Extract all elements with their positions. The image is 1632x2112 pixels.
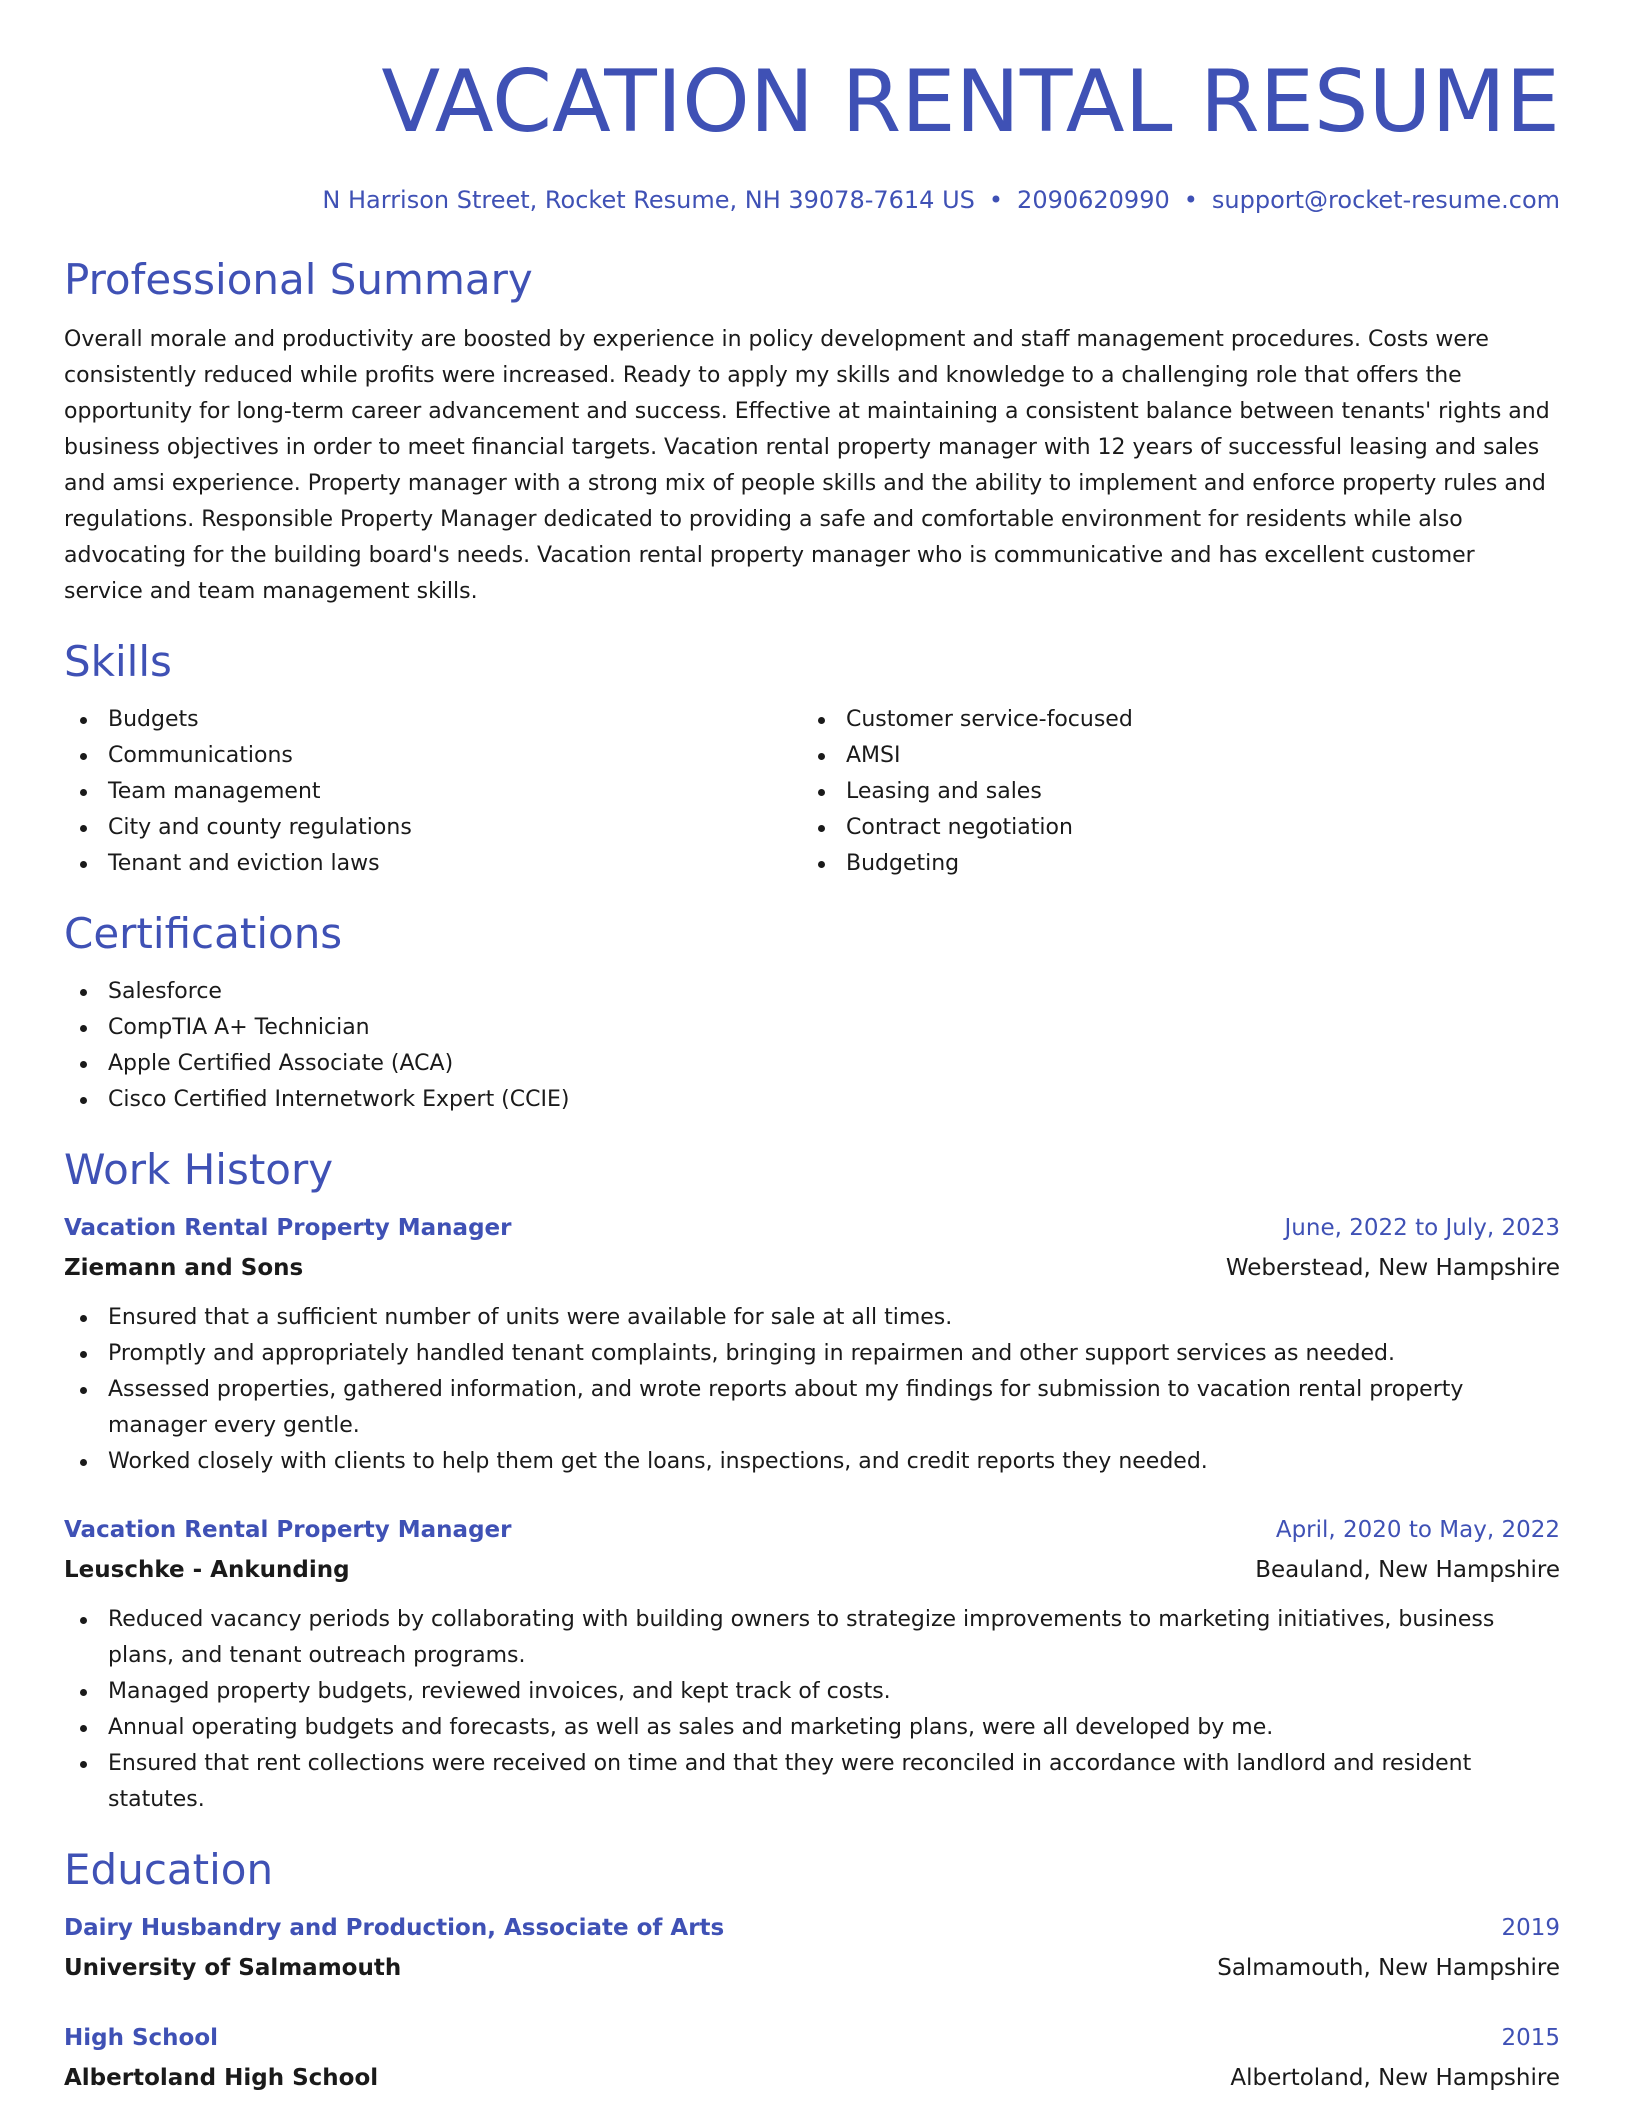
education-header	[64, 1908, 1560, 1948]
skill-item: AMSI	[802, 738, 1540, 774]
certification-item: CompTIA A+ Technician	[64, 1010, 1560, 1046]
contact-separator: •	[988, 186, 1004, 214]
job-header	[64, 1510, 1560, 1550]
education-year: 2015	[1501, 2025, 1560, 2051]
job-duty-item: Ensured that rent collections were received on time and that they were reconciled in accordance with landlord and resident statutes.	[64, 1746, 1560, 1818]
education-school: University of Salmamouth	[64, 1955, 402, 1981]
education-subheader	[64, 2058, 1560, 2098]
education-subheader	[64, 1948, 1560, 1988]
education-school: Albertoland High School	[64, 2065, 379, 2091]
section-title-skills: Skills	[64, 637, 172, 686]
section-title-education: Education	[64, 1845, 274, 1894]
skill-item: Tenant and eviction laws	[64, 846, 802, 882]
education-entry	[64, 1908, 1560, 1988]
job-duty-item: Annual operating budgets and forecasts, as well as sales and marketing plans, were all developed by me.	[64, 1710, 1560, 1746]
job-dates: April, 2020 to May, 2022	[1275, 1517, 1560, 1543]
job-duty-item: Managed property budgets, reviewed invoices, and kept track of costs.	[64, 1674, 1560, 1710]
skill-item: City and county regulations	[64, 810, 802, 846]
education-location: Albertoland, New Hampshire	[1230, 2065, 1560, 2091]
skill-item: Budgeting	[802, 846, 1540, 882]
section-title-summary: Professional Summary	[64, 255, 533, 304]
skill-item: Contract negotiation	[802, 810, 1540, 846]
skill-item: Budgets	[64, 702, 802, 738]
contact-separator: •	[1183, 186, 1198, 214]
skills-list	[64, 702, 1560, 882]
skills-column-left	[64, 702, 802, 882]
contact-line	[64, 184, 1560, 216]
section-title-work-history: Work History	[64, 1145, 334, 1194]
job-entry	[64, 1510, 1560, 1818]
job-duty-item: Worked closely with clients to help them get the loans, inspections, and credit reports they needed.	[64, 1444, 1560, 1480]
job-header	[64, 1208, 1560, 1248]
job-role: Vacation Rental Property Manager	[64, 1517, 512, 1543]
certifications-list	[64, 974, 1560, 1118]
job-location: Beauland, New Hampshire	[1255, 1557, 1560, 1583]
job-subheader	[64, 1248, 1560, 1288]
skills-column-right	[802, 702, 1540, 882]
resume-title: VACATION RENTAL RESUME	[381, 52, 1560, 152]
contact-email: support@rocket-resume.com	[1211, 186, 1560, 214]
resume-page	[64, 0, 1560, 2098]
skill-item: Leasing and sales	[802, 774, 1540, 810]
skill-item: Customer service-focused	[802, 702, 1540, 738]
job-duty-item: Reduced vacancy periods by collaborating with building owners to strategize improvements to marketing initiatives, business plans, and tenant outreach programs.	[64, 1602, 1560, 1674]
education-location: Salmamouth, New Hampshire	[1217, 1955, 1560, 1981]
certification-item: Cisco Certified Internetwork Expert (CCIE)	[64, 1082, 1560, 1118]
job-role: Vacation Rental Property Manager	[64, 1215, 512, 1241]
job-duties	[64, 1602, 1560, 1818]
education-entry	[64, 2018, 1560, 2098]
job-dates: June, 2022 to July, 2023	[1284, 1215, 1560, 1241]
job-location: Weberstead, New Hampshire	[1225, 1255, 1560, 1281]
job-duty-item: Promptly and appropriately handled tenant complaints, bringing in repairmen and other support services as needed.	[64, 1336, 1560, 1372]
job-subheader	[64, 1550, 1560, 1590]
education-degree: High School	[64, 2025, 219, 2051]
job-company: Ziemann and Sons	[64, 1255, 304, 1281]
contact-phone: 2090620990	[1017, 186, 1170, 214]
job-duties	[64, 1300, 1560, 1480]
education-year: 2019	[1501, 1915, 1560, 1941]
certification-item: Salesforce	[64, 974, 1560, 1010]
education-degree: Dairy Husbandry and Production, Associate of Arts	[64, 1915, 725, 1941]
certification-item: Apple Certified Associate (ACA)	[64, 1046, 1560, 1082]
job-duty-item: Assessed properties, gathered information, and wrote reports about my findings for submission to vacation rental property manager every gentle.	[64, 1372, 1560, 1444]
section-title-certifications: Certifications	[64, 909, 343, 958]
job-duty-item: Ensured that a sufficient number of units were available for sale at all times.	[64, 1300, 1560, 1336]
skill-item: Team management	[64, 774, 802, 810]
education-header	[64, 2018, 1560, 2058]
job-entry	[64, 1208, 1560, 1480]
contact-address: N Harrison Street, Rocket Resume, NH 39078-7614 US	[322, 186, 975, 214]
skill-item: Communications	[64, 738, 802, 774]
summary-text: Overall morale and productivity are boosted by experience in policy development and staff management procedures. Costs were consistently reduced while profits were increased. Ready to apply my skills and knowledge to a challenging role that offers the opportunity for long-term career advancement and success. Effective at maintaining a consistent balance between tenants' rights and business objectives in order to meet financial targets. Vacation rental property manager with 12 years of successful leasing and sales and amsi experience. Property manager with a strong mix of people skills and the ability to implement and enforce property rules and regulations. Responsible Property Manager dedicated to providing a safe and comfortable environment for residents while also advocating for the building board's needs. Vacation rental property manager who is communicative and has excellent customer service and team management skills.	[64, 327, 1550, 604]
job-company: Leuschke - Ankunding	[64, 1557, 350, 1583]
